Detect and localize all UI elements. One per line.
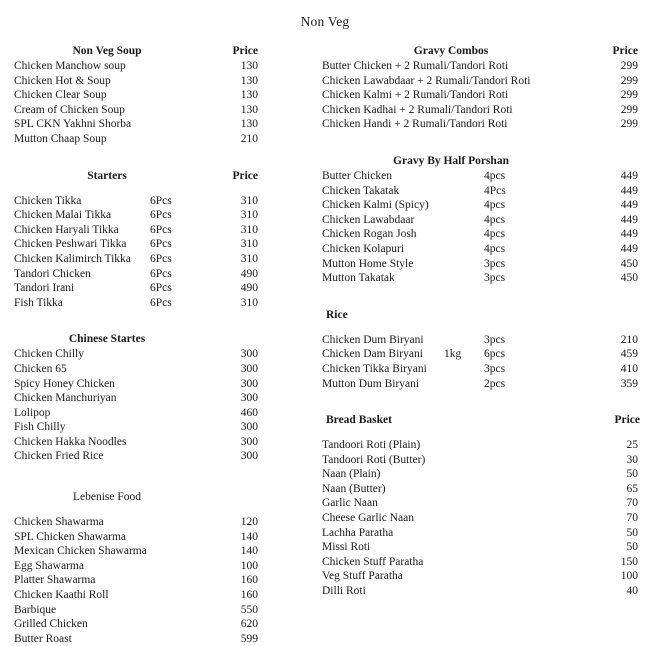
- section-price-label: Price: [612, 45, 638, 57]
- section-spacer: [14, 147, 324, 169]
- item-price: 300: [240, 362, 258, 375]
- item-name: Lachha Paratha: [322, 526, 394, 539]
- item-quantity: 4pcs: [484, 242, 506, 255]
- menu-item-row[interactable]: [322, 213, 640, 228]
- menu-item-row[interactable]: [14, 362, 324, 377]
- item-quantity: 6Pcs: [150, 194, 172, 207]
- menu-item-row[interactable]: [322, 347, 640, 362]
- item-name: SPL Chicken Shawarma: [14, 530, 127, 543]
- menu-item-row[interactable]: [322, 169, 640, 184]
- menu-item-row[interactable]: [14, 347, 324, 362]
- section-price-label: Price: [232, 169, 258, 182]
- item-price: 449: [620, 242, 638, 255]
- item-weight: 1kg: [444, 348, 462, 361]
- item-price: 450: [620, 257, 638, 270]
- item-name: Chicken Takatak: [322, 184, 400, 197]
- item-price: 70: [626, 497, 638, 510]
- item-name: Butter Roast: [14, 632, 72, 645]
- item-price: 410: [620, 362, 638, 375]
- item-price: 140: [240, 530, 258, 543]
- item-name: Spicy Honey Chicken: [14, 377, 115, 390]
- item-price: 25: [626, 439, 638, 452]
- section-spacer: [322, 132, 640, 154]
- section-header: [14, 332, 324, 347]
- item-name: Chicken 65: [14, 362, 67, 375]
- item-quantity: 6Pcs: [150, 209, 172, 222]
- menu-item-list: [14, 59, 324, 147]
- menu-item-row[interactable]: [322, 377, 640, 392]
- item-price: 449: [620, 169, 638, 182]
- menu-item-row[interactable]: [14, 377, 324, 392]
- section-bread-basket: [322, 413, 640, 599]
- item-name: Chicken Kalimirch Tikka: [14, 252, 131, 265]
- menu-item-row[interactable]: [322, 511, 640, 526]
- item-quantity: 4pcs: [484, 213, 506, 226]
- item-name: Mutton Dum Biryani: [322, 377, 420, 390]
- section-header: [322, 308, 640, 323]
- section-lebenise-food: [14, 490, 324, 646]
- item-price: 130: [240, 74, 258, 87]
- header-spacer: [14, 505, 324, 515]
- menu-item-row[interactable]: [14, 103, 324, 118]
- item-price: 460: [240, 406, 258, 419]
- item-name: Chicken Hot & Soup: [14, 74, 111, 87]
- item-price: 40: [626, 585, 638, 598]
- menu-item-row[interactable]: [14, 223, 324, 238]
- menu-item-row[interactable]: [322, 198, 640, 213]
- menu-item-list: [322, 438, 640, 599]
- menu-item-row[interactable]: [322, 74, 640, 89]
- item-price: 310: [240, 223, 258, 236]
- item-quantity: 6Pcs: [150, 238, 172, 251]
- item-name: Chicken Kalmi + 2 Rumali/Tandori Roti: [322, 89, 509, 102]
- item-name: Tandoori Roti (Butter): [322, 453, 426, 466]
- menu-item-row[interactable]: [14, 515, 324, 530]
- section-header: [14, 169, 324, 184]
- menu-item-list: [14, 347, 324, 464]
- item-price: 359: [620, 377, 638, 390]
- item-name: Lolipop: [14, 406, 51, 419]
- menu-item-row[interactable]: [14, 237, 324, 252]
- section-title: Rice: [326, 308, 348, 321]
- menu-item-row[interactable]: [14, 617, 324, 632]
- item-name: Platter Shawarma: [14, 574, 96, 587]
- section-header: [322, 413, 640, 428]
- item-price: 310: [240, 194, 258, 207]
- menu-item-row[interactable]: [322, 362, 640, 377]
- item-name: Missi Roti: [322, 541, 371, 554]
- item-name: Cheese Garlic Naan: [322, 512, 414, 525]
- item-price: 100: [620, 570, 638, 583]
- item-name: Mexican Chicken Shawarma: [14, 545, 147, 558]
- item-name: Egg Shawarma: [14, 559, 84, 572]
- item-name: Mutton Home Style: [322, 257, 414, 270]
- item-name: Chicken Handi + 2 Rumali/Tandori Roti: [322, 118, 508, 131]
- menu-item-row[interactable]: [14, 132, 324, 147]
- item-price: 150: [620, 555, 638, 568]
- item-price: 130: [240, 118, 258, 131]
- item-name: Chicken Manchow soup: [14, 60, 126, 72]
- item-name: Chicken Tikka Biryani: [322, 362, 427, 375]
- menu-item-row[interactable]: [14, 435, 324, 450]
- item-name: Chicken Kalmi (Spicy): [322, 199, 429, 212]
- section-starters: [14, 169, 324, 311]
- item-price: 160: [240, 574, 258, 587]
- item-price: 299: [620, 74, 638, 87]
- item-name: Chicken Dam Biryani: [322, 348, 423, 361]
- menu-item-list: [322, 333, 640, 391]
- page-title: Non Veg: [300, 14, 350, 29]
- section-title: Bread Basket: [326, 414, 392, 427]
- section-spacer: [14, 464, 324, 490]
- item-price: 310: [240, 252, 258, 265]
- item-price: 210: [240, 132, 258, 145]
- section-spacer: [14, 310, 324, 332]
- item-price: 300: [240, 392, 258, 405]
- item-price: 449: [620, 228, 638, 241]
- menu-item-row[interactable]: [322, 453, 640, 468]
- section-header: [14, 490, 324, 505]
- section-chinese-startes: [14, 332, 324, 464]
- left-column: [14, 44, 324, 646]
- menu-item-row[interactable]: [322, 496, 640, 511]
- item-name: Chicken Haryali Tikka: [14, 223, 119, 236]
- item-price: 160: [240, 589, 258, 602]
- item-price: 140: [240, 545, 258, 558]
- item-quantity: 3pcs: [484, 257, 506, 270]
- item-name: Chicken Manchuriyan: [14, 392, 117, 405]
- menu-item-row[interactable]: [322, 257, 640, 272]
- item-quantity: 3pcs: [484, 333, 506, 346]
- section-gravy-combos: [322, 44, 640, 132]
- item-name: Tandoori Roti (Plain): [322, 439, 421, 452]
- item-name: Mutton Takatak: [322, 272, 395, 285]
- section-rice: [322, 308, 640, 391]
- item-name: Fish Tikka: [14, 296, 63, 309]
- section-title: Chinese Startes: [68, 333, 146, 346]
- item-name: Veg Stuff Paratha: [322, 570, 403, 583]
- menu-item-row[interactable]: [14, 267, 324, 282]
- item-price: 50: [626, 468, 638, 481]
- menu-item-row[interactable]: [322, 540, 640, 555]
- item-price: 300: [240, 377, 258, 390]
- menu-item-row[interactable]: [14, 296, 324, 311]
- item-name: SPL CKN Yakhni Shorba: [14, 118, 132, 131]
- menu-item-row[interactable]: [14, 74, 324, 89]
- section-title: Starters: [87, 169, 127, 182]
- item-quantity: 4pcs: [484, 228, 506, 241]
- menu-item-row[interactable]: [322, 569, 640, 584]
- section-header: [322, 154, 640, 169]
- item-quantity: 6Pcs: [150, 252, 172, 265]
- item-price: 299: [620, 103, 638, 116]
- item-price: 449: [620, 184, 638, 197]
- item-price: 449: [620, 213, 638, 226]
- item-price: 449: [620, 199, 638, 212]
- menu-item-row[interactable]: [322, 526, 640, 541]
- item-price: 490: [240, 267, 258, 280]
- item-price: 130: [240, 60, 258, 72]
- item-price: 300: [240, 348, 258, 361]
- item-name: Chicken Peshwari Tikka: [14, 238, 127, 251]
- item-price: 620: [240, 618, 258, 631]
- item-name: Barbique: [14, 603, 57, 616]
- menu-item-list: [14, 194, 324, 311]
- section-title: Gravy Combos: [413, 45, 489, 57]
- menu-item-row[interactable]: [322, 184, 640, 199]
- item-quantity: 4pcs: [484, 199, 506, 212]
- section-non-veg-soup: [14, 44, 324, 147]
- menu-item-row[interactable]: [14, 559, 324, 574]
- menu-item-list: [14, 515, 324, 646]
- menu-item-row[interactable]: [14, 544, 324, 559]
- menu-item-row[interactable]: [322, 467, 640, 482]
- item-price: 30: [626, 453, 638, 466]
- item-price: 450: [620, 272, 638, 285]
- item-name: Chicken Clear Soup: [14, 89, 107, 102]
- item-price: 299: [620, 60, 638, 72]
- item-name: Chicken Tikka: [14, 194, 82, 207]
- menu-item-row[interactable]: [14, 194, 324, 209]
- section-price-label: Price: [614, 414, 640, 427]
- item-name: Grilled Chicken: [14, 618, 88, 631]
- item-price: 550: [240, 603, 258, 616]
- menu-item-row[interactable]: [14, 632, 324, 646]
- item-price: 310: [240, 209, 258, 222]
- item-name: Chicken Kaathi Roll: [14, 589, 109, 602]
- item-price: 210: [620, 333, 638, 346]
- menu-item-row[interactable]: [14, 59, 324, 74]
- section-gravy-half-porshan: [322, 154, 640, 286]
- item-quantity: 4pcs: [484, 169, 506, 182]
- menu-item-row[interactable]: [14, 406, 324, 421]
- menu-item-row[interactable]: [14, 588, 324, 603]
- menu-item-row[interactable]: [14, 252, 324, 267]
- item-price: 65: [626, 482, 638, 495]
- item-price: 300: [240, 435, 258, 448]
- item-name: Chicken Stuff Paratha: [322, 555, 424, 568]
- item-quantity: 6pcs: [484, 348, 506, 361]
- section-title: Gravy By Half Porshan: [393, 154, 509, 167]
- menu-item-row[interactable]: [322, 242, 640, 257]
- menu-item-row[interactable]: [322, 227, 640, 242]
- menu-item-row[interactable]: [14, 449, 324, 464]
- item-name: Tandori Chicken: [14, 267, 91, 280]
- menu-item-row[interactable]: [14, 88, 324, 103]
- menu-item-row[interactable]: [322, 271, 640, 286]
- header-spacer: [322, 323, 640, 333]
- item-name: Chicken Kadhai + 2 Rumali/Tandori Roti: [322, 103, 513, 116]
- item-name: Dilli Roti: [322, 585, 366, 598]
- menu-item-row[interactable]: [14, 391, 324, 406]
- item-quantity: 3pcs: [484, 362, 506, 375]
- header-spacer: [14, 184, 324, 194]
- item-quantity: 6Pcs: [150, 296, 172, 309]
- item-name: Chicken Lawabdaar + 2 Rumali/Tandori Roti: [322, 74, 531, 87]
- menu-item-row[interactable]: [322, 88, 640, 103]
- item-price: 299: [620, 89, 638, 102]
- item-price: 299: [620, 118, 638, 131]
- item-name: Butter Chicken + 2 Rumali/Tandori Roti: [322, 60, 509, 72]
- item-price: 130: [240, 89, 258, 102]
- item-price: 70: [626, 512, 638, 525]
- menu-item-list: [322, 59, 640, 132]
- item-name: Chicken Fried Rice: [14, 450, 104, 463]
- menu-item-row[interactable]: [14, 281, 324, 296]
- item-name: Cream of Chicken Soup: [14, 103, 125, 116]
- item-price: 50: [626, 526, 638, 539]
- section-header: [14, 44, 324, 59]
- item-price: 599: [240, 632, 258, 645]
- item-price: 300: [240, 450, 258, 463]
- menu-item-row[interactable]: [322, 117, 640, 132]
- menu-item-row[interactable]: [322, 555, 640, 570]
- menu-item-row[interactable]: [322, 438, 640, 453]
- item-name: Naan (Plain): [322, 468, 381, 481]
- item-name: Tandori Irani: [14, 282, 75, 295]
- menu-item-list: [322, 169, 640, 286]
- item-quantity: 4Pcs: [484, 184, 506, 197]
- item-name: Chicken Shawarma: [14, 516, 104, 529]
- right-column: [322, 44, 640, 599]
- item-price: 130: [240, 103, 258, 116]
- item-name: Chicken Rogan Josh: [322, 228, 417, 241]
- menu-item-row[interactable]: [14, 573, 324, 588]
- menu-item-row[interactable]: [14, 117, 324, 132]
- item-name: Chicken Dum Biryani: [322, 333, 424, 346]
- section-spacer: [322, 391, 640, 413]
- item-quantity: 2pcs: [484, 377, 506, 390]
- item-name: Chicken Kolapuri: [322, 242, 405, 255]
- item-price: 300: [240, 421, 258, 434]
- menu-item-row[interactable]: [322, 103, 640, 118]
- item-quantity: 3pcs: [484, 272, 506, 285]
- item-name: Chicken Lawabdaar: [322, 213, 415, 226]
- menu-item-row[interactable]: [14, 208, 324, 223]
- item-name: Garlic Naan: [322, 497, 378, 510]
- item-quantity: 6Pcs: [150, 223, 172, 236]
- item-name: Naan (Butter): [322, 482, 386, 495]
- item-quantity: 6Pcs: [150, 267, 172, 280]
- header-spacer: [322, 428, 640, 438]
- item-name: Chicken Malai Tikka: [14, 209, 112, 222]
- item-name: Fish Chilly: [14, 421, 66, 434]
- item-name: Mutton Chaap Soup: [14, 132, 107, 145]
- item-name: Chicken Hakka Noodles: [14, 435, 127, 448]
- menu-item-row[interactable]: [322, 333, 640, 348]
- menu-item-row[interactable]: [14, 530, 324, 545]
- menu-item-row[interactable]: [14, 420, 324, 435]
- section-title: Lebenise Food: [72, 491, 142, 504]
- section-title: Non Veg Soup: [72, 45, 142, 57]
- item-price: 100: [240, 559, 258, 572]
- item-quantity: 6Pcs: [150, 282, 172, 295]
- menu-item-row[interactable]: [322, 584, 640, 599]
- item-name: Butter Chicken: [322, 169, 392, 182]
- item-price: 50: [626, 541, 638, 554]
- item-price: 459: [620, 348, 638, 361]
- menu-item-row[interactable]: [322, 59, 640, 74]
- item-price: 490: [240, 282, 258, 295]
- section-header: [322, 44, 640, 59]
- menu-item-row[interactable]: [322, 482, 640, 497]
- item-price: 310: [240, 296, 258, 309]
- item-price: 120: [240, 516, 258, 529]
- section-spacer: [322, 286, 640, 308]
- section-price-label: Price: [232, 45, 258, 57]
- item-name: Chicken Chilly: [14, 348, 84, 361]
- item-price: 310: [240, 238, 258, 251]
- menu-item-row[interactable]: [14, 603, 324, 618]
